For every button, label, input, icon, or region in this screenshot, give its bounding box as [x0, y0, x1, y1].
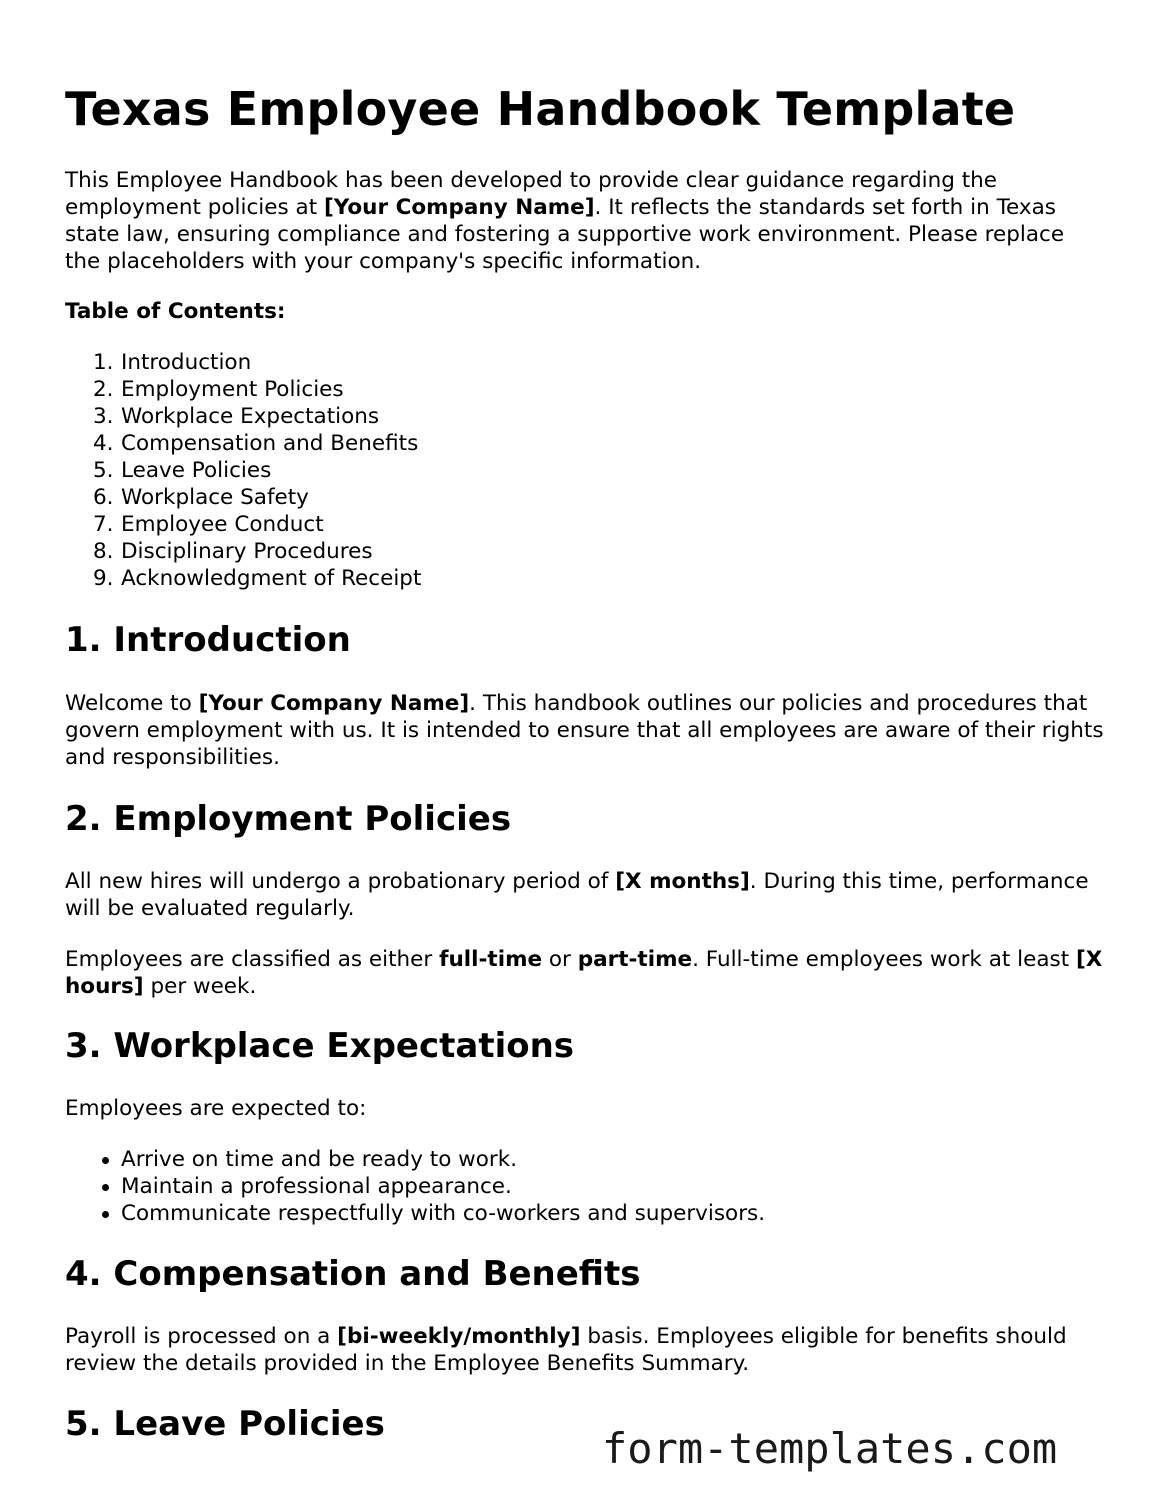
- page-title: Texas Employee Handbook Template: [65, 82, 1016, 136]
- table-of-contents: [65, 349, 421, 592]
- toc-item: 8. Disciplinary Procedures: [93, 539, 373, 564]
- section-heading-compensation: 4. Compensation and Benefits: [65, 1254, 641, 1294]
- toc-item: 1. Introduction: [93, 350, 252, 375]
- section-heading-workplace: 3. Workplace Expectations: [65, 1026, 575, 1066]
- section-heading-introduction: 1. Introduction: [65, 620, 351, 660]
- workplace-intro: Employees are expected to:: [65, 1096, 367, 1121]
- introduction-paragraph: Welcome to [Your Company Name]. This handbook outlines our policies and procedures that govern employment with us. It is intended to ensure that all employees are aware of their rights and responsibilities.: [65, 691, 1104, 770]
- list-item: Arrive on time and be ready to work.: [65, 1146, 765, 1173]
- employment-paragraph-2: Employees are classified as either full-time or part-time. Full-time employees work at least [X hours] per week.: [65, 947, 1103, 999]
- toc-item: 3. Workplace Expectations: [93, 404, 380, 429]
- intro-paragraph: This Employee Handbook has been developed to provide clear guidance regarding the employment policies at [Your Company Name]. It reflects the standards set forth in Texas state law, ensuring compliance and fostering a supportive work environment. Please replace the placeholders with your company's specific information.: [65, 168, 1065, 274]
- toc-item: 6. Workplace Safety: [93, 485, 309, 510]
- toc-item: 7. Employee Conduct: [93, 512, 324, 537]
- watermark-text: form-templates.com: [602, 1424, 1058, 1473]
- list-item: Maintain a professional appearance.: [65, 1173, 765, 1200]
- employment-paragraph-1: All new hires will undergo a probationary period of [X months]. During this time, performance will be evaluated regularly.: [65, 869, 1089, 921]
- list-item: Communicate respectfully with co-workers and supervisors.: [65, 1200, 765, 1227]
- section-heading-leave: 5. Leave Policies: [65, 1404, 385, 1444]
- toc-item: 4. Compensation and Benefits: [93, 431, 419, 456]
- toc-item: 2. Employment Policies: [93, 377, 344, 402]
- toc-item: 5. Leave Policies: [93, 458, 272, 483]
- toc-title: Table of Contents:: [65, 299, 286, 324]
- toc-item: 9. Acknowledgment of Receipt: [93, 566, 422, 591]
- company-placeholder: [Your Company Name]: [323, 195, 595, 220]
- workplace-expectations-list: [65, 1146, 765, 1227]
- compensation-paragraph: Payroll is processed on a [bi-weekly/monthly] basis. Employees eligible for benefits should review the details provided in the Employee Benefits Summary.: [65, 1324, 1067, 1376]
- section-heading-employment: 2. Employment Policies: [65, 799, 512, 839]
